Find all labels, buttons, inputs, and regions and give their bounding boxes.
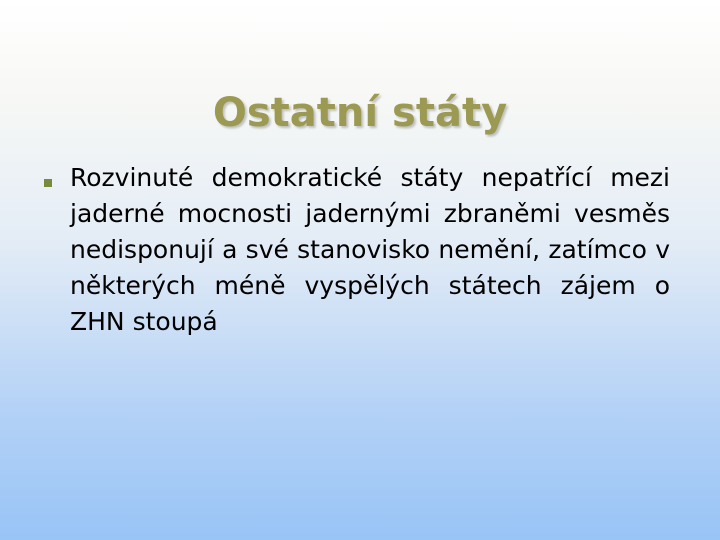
square-bullet-icon <box>44 179 52 187</box>
list-item <box>44 160 670 340</box>
bullet-list <box>44 160 670 340</box>
bullet-text: Rozvinuté demokratické státy nepatřící mezi jaderné mocnosti jadernými zbraněmi vesměs nedisponují a své stanovisko nemění, zatímco v některých méně vyspělých státech zájem o ZHN stoupá <box>70 163 670 336</box>
slide-title: Ostatní státy <box>212 89 508 136</box>
